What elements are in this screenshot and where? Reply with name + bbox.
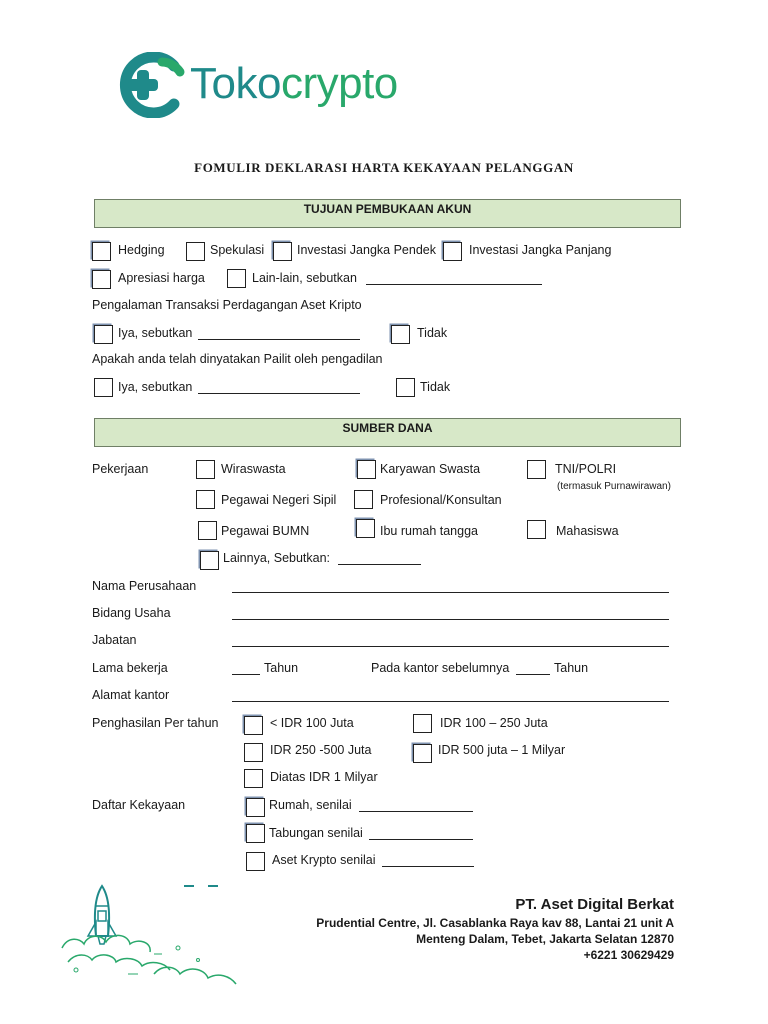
checkbox-income-under-100[interactable] <box>244 716 263 735</box>
option-label: Spekulasi <box>210 243 265 257</box>
tni-note: (termasuk Purnawirawan) <box>557 481 671 492</box>
option-label: Lainnya, Sebutkan: <box>223 551 331 565</box>
option-label: < IDR 100 Juta <box>270 716 354 730</box>
company-address-line1: Prudential Centre, Jl. Casablanka Raya kav 88, Lantai 21 unit A <box>316 916 674 930</box>
tenure-field[interactable] <box>232 674 260 675</box>
checkbox-income-250-500[interactable] <box>244 743 263 762</box>
option-label: Aset Krypto senilai <box>272 853 376 867</box>
other-purpose-field[interactable] <box>366 284 542 285</box>
experience-detail-field[interactable] <box>198 339 360 340</box>
checkbox-crypto-assets[interactable] <box>246 852 265 871</box>
checkbox-savings[interactable] <box>246 824 265 843</box>
checkbox-mahasiswa[interactable] <box>527 520 546 539</box>
yes-label: Iya, sebutkan <box>118 380 193 394</box>
checkbox-other-purpose[interactable] <box>227 269 246 288</box>
tenure-unit: Tahun <box>264 661 299 675</box>
checkbox-long-term[interactable] <box>443 242 462 261</box>
option-label: Pegawai Negeri Sipil <box>221 493 337 507</box>
previous-tenure-field[interactable] <box>516 674 550 675</box>
checkbox-pns[interactable] <box>196 490 215 509</box>
experience-question: Pengalaman Transaksi Perdagangan Aset Kripto <box>92 298 362 312</box>
checkbox-bankrupt-yes[interactable] <box>94 378 113 397</box>
option-label: Pegawai BUMN <box>221 524 310 538</box>
previous-office-label: Pada kantor sebelumnya <box>371 661 510 675</box>
checkbox-experience-no[interactable] <box>391 325 410 344</box>
option-label: IDR 250 -500 Juta <box>270 743 372 757</box>
yes-label: Iya, sebutkan <box>118 326 193 340</box>
company-name-field[interactable] <box>232 592 669 593</box>
checkbox-wiraswasta[interactable] <box>196 460 215 479</box>
position-field[interactable] <box>232 646 669 647</box>
checkbox-house[interactable] <box>246 798 265 817</box>
field-label: Bidang Usaha <box>92 606 171 620</box>
option-label: Profesional/Konsultan <box>380 493 502 507</box>
option-label: Karyawan Swasta <box>380 462 481 476</box>
checkbox-tni-polri[interactable] <box>527 460 546 479</box>
option-label: Investasi Jangka Pendek <box>297 243 436 257</box>
no-label: Tidak <box>420 380 451 394</box>
option-label: Lain-lain, sebutkan <box>252 271 357 285</box>
company-phone: +6221 30629429 <box>583 948 674 962</box>
option-label: IDR 100 – 250 Juta <box>440 716 548 730</box>
option-label: Ibu rumah tangga <box>380 524 478 538</box>
option-label: Mahasiswa <box>556 524 619 538</box>
other-occupation-field[interactable] <box>338 564 421 565</box>
tokocrypto-logo-icon <box>110 52 188 118</box>
checkbox-bankrupt-no[interactable] <box>396 378 415 397</box>
checkbox-short-term[interactable] <box>273 242 292 261</box>
section-header-account-purpose: TUJUAN PEMBUKAAN AKUN <box>94 199 681 228</box>
option-label: Apresiasi harga <box>118 271 205 285</box>
field-label: Nama Perusahaan <box>92 579 197 593</box>
option-label: TNI/POLRI <box>555 462 617 476</box>
tenure-unit: Tahun <box>554 661 589 675</box>
option-label: Wiraswasta <box>221 462 286 476</box>
option-label: IDR 500 juta – 1 Milyar <box>438 743 566 757</box>
crypto-value-field[interactable] <box>382 866 474 867</box>
option-label: Tabungan senilai <box>269 826 363 840</box>
checkbox-spekulasi[interactable] <box>186 242 205 261</box>
option-label: Hedging <box>118 243 165 257</box>
option-label: Diatas IDR 1 Milyar <box>270 770 378 784</box>
checkbox-income-100-250[interactable] <box>413 714 432 733</box>
checkbox-ibu-rumah-tangga[interactable] <box>356 519 375 538</box>
brand-name: Tokocrypto <box>190 59 398 108</box>
checkbox-bumn[interactable] <box>198 521 217 540</box>
option-label: Investasi Jangka Panjang <box>469 243 612 257</box>
checkbox-hedging[interactable] <box>92 242 111 261</box>
checkbox-karyawan-swasta[interactable] <box>357 460 376 479</box>
field-label: Jabatan <box>92 633 137 647</box>
checkbox-lainnya[interactable] <box>200 551 219 570</box>
company-name: PT. Aset Digital Berkat <box>515 896 674 913</box>
business-field-field[interactable] <box>232 619 669 620</box>
field-label: Lama bekerja <box>92 661 168 675</box>
savings-value-field[interactable] <box>369 839 473 840</box>
checkbox-income-over-1m[interactable] <box>244 769 263 788</box>
checkbox-profesional[interactable] <box>354 490 373 509</box>
no-label: Tidak <box>417 326 448 340</box>
house-value-field[interactable] <box>359 811 473 812</box>
bankrupt-question: Apakah anda telah dinyatakan Pailit oleh pengadilan <box>92 352 383 366</box>
company-address-line2: Menteng Dalam, Tebet, Jakarta Selatan 12870 <box>416 932 674 946</box>
checkbox-income-500-1m[interactable] <box>413 744 432 763</box>
office-address-field[interactable] <box>232 701 669 702</box>
section-header-source-of-funds: SUMBER DANA <box>94 418 681 447</box>
bankrupt-detail-field[interactable] <box>198 393 360 394</box>
form-title: FOMULIR DEKLARASI HARTA KEKAYAAN PELANGGAN <box>194 160 574 175</box>
rocket-launch-illustration <box>58 878 240 990</box>
checkbox-experience-yes[interactable] <box>94 325 113 344</box>
field-label: Alamat kantor <box>92 688 170 702</box>
income-label: Penghasilan Per tahun <box>92 716 219 730</box>
occupation-label: Pekerjaan <box>92 462 149 476</box>
wealth-label: Daftar Kekayaan <box>92 798 186 812</box>
option-label: Rumah, senilai <box>269 798 352 812</box>
checkbox-price-appreciation[interactable] <box>92 270 111 289</box>
